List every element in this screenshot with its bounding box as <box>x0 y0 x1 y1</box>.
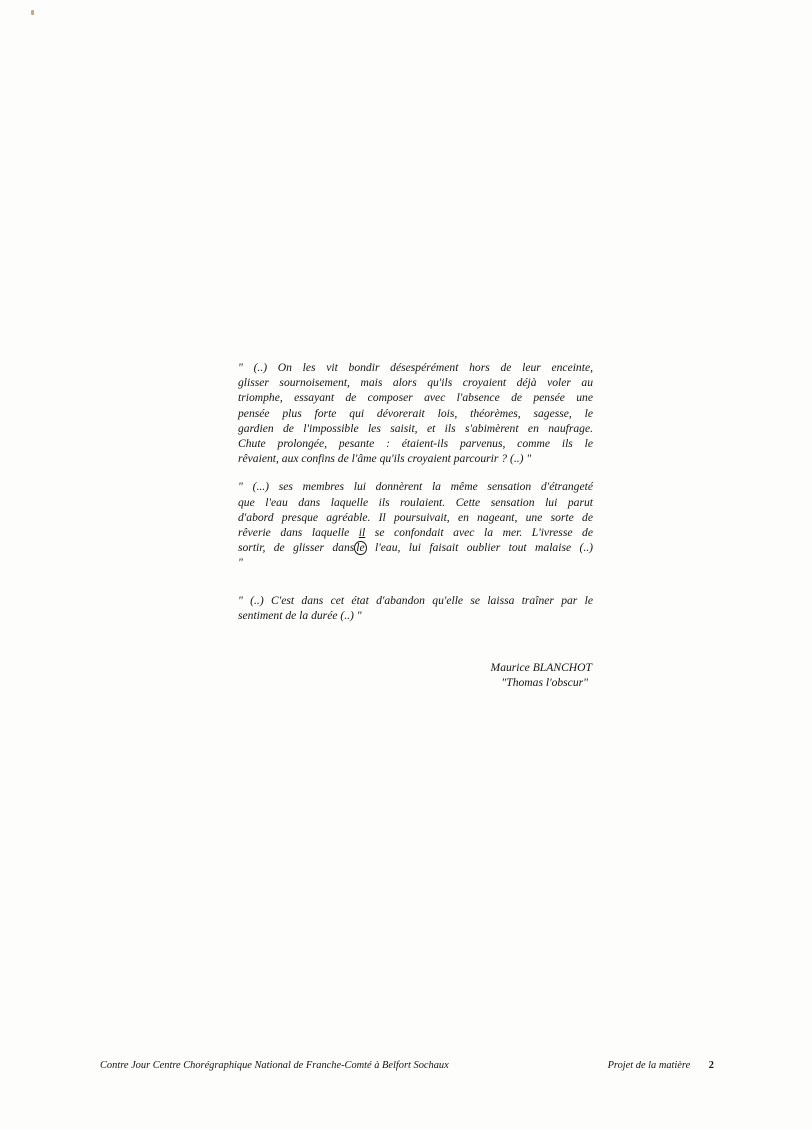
page-number: 2 <box>708 1060 714 1071</box>
quote-2-line <box>238 540 593 555</box>
quote-1 <box>238 360 593 466</box>
footer-right <box>608 1060 714 1071</box>
quote-2-line <box>238 525 593 540</box>
quotes-block <box>238 360 593 636</box>
quote-2-line: que l'eau dans laquelle ils roulaient. Cette sensation lui parut <box>238 495 593 509</box>
footer-project-title: Projet de la matière <box>607 1060 691 1071</box>
quote-1-line: triomphe, essayant de composer avec l'absence de pensée une <box>238 391 593 405</box>
quote-2-line: " <box>238 556 243 570</box>
handwritten-circle-mark: le <box>356 541 365 555</box>
book-title: "Thomas l'obscur" <box>501 676 588 689</box>
attribution <box>491 660 592 690</box>
quote-2-line5-start: sortir, de glisser dans <box>238 541 355 555</box>
paper-mark <box>31 10 34 15</box>
quote-2-line: d'abord presque agréable. Il poursuivait, en nageant, une sorte de <box>238 510 593 524</box>
author-name: Maurice BLANCHOT <box>490 661 592 674</box>
quote-1-line: gardien de l'impossible les saisit, et ils s'abimèrent en naufrage. <box>238 421 593 435</box>
quote-3-line: " (..) C'est dans cet état d'abandon qu'elle se laissa traîner par le <box>238 593 593 607</box>
footer-organization: Contre Jour Centre Chorégraphique National de Franche-Comté à Belfort Sochaux <box>100 1060 449 1071</box>
quote-3-line: sentiment de la durée (..) " <box>238 608 362 622</box>
quote-1-line: glisser sournoisement, mais alors qu'ils croyaient déjà voler au <box>238 376 593 390</box>
quote-1-line: rêvaient, aux confins de l'âme qu'ils croyaient parcourir ? (..) " <box>238 452 532 466</box>
quote-2 <box>238 479 593 570</box>
quote-3 <box>238 593 593 623</box>
quote-2-line4-end: se confondait avec la mer. L'ivresse de <box>365 526 593 540</box>
quote-1-line: " (..) On les vit bondir désespérément hors de leur enceinte, <box>238 361 593 374</box>
quote-2-line: " (...) ses membres lui donnèrent la même sensation d'étrangeté <box>238 480 593 494</box>
handwritten-underline-mark: il <box>358 526 366 540</box>
quote-1-line: pensée plus forte qui dévorerait lois, théorèmes, sagesse, le <box>238 406 593 420</box>
quote-2-line4-start: rêverie dans laquelle <box>238 526 359 540</box>
quote-1-line: Chute prolongée, pesante : étaient-ils parvenus, comme ils le <box>238 437 593 451</box>
quote-2-line5-end: l'eau, lui faisait oublier tout malaise (..) <box>366 541 593 555</box>
page-footer <box>100 1060 714 1076</box>
